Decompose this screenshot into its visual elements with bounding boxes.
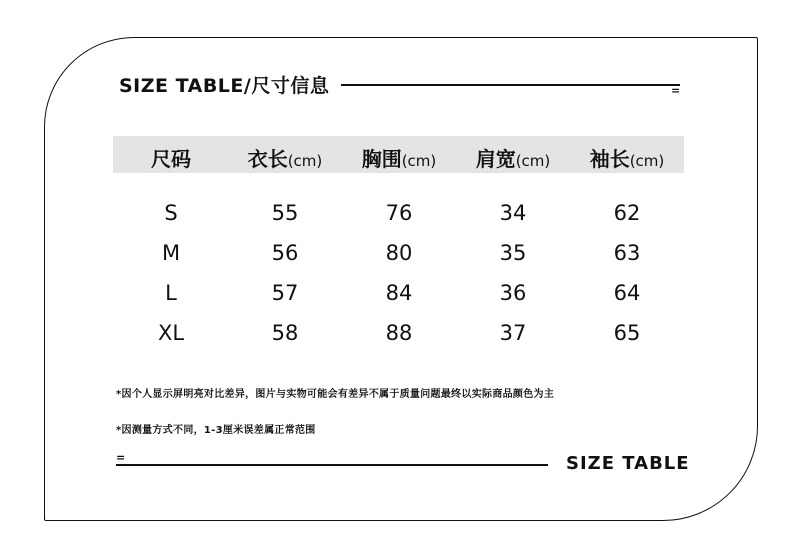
table-cell: 65 — [613, 321, 641, 345]
equals-mark: = — [671, 84, 681, 97]
header-sleeve — [570, 143, 684, 172]
table-cell: 37 — [499, 321, 527, 345]
table-cell: 35 — [499, 241, 527, 265]
header-length — [228, 143, 342, 172]
page-title: SIZE TABLE/尺寸信息 — [119, 75, 330, 97]
header-size — [114, 143, 228, 172]
measurement-note: *因测量方式不同，1-3厘米误差属正常范围 — [116, 425, 316, 436]
table-cell: XL — [157, 321, 185, 345]
header-label: 衣长 — [247, 147, 288, 171]
disclaimer-note: *因个人显示屏明亮对比差异，图片与实物可能会有差异不属于质量问题最终以实际商品颜色为主 — [116, 389, 555, 400]
table-cell: 56 — [271, 241, 299, 265]
table-cell: 63 — [613, 241, 641, 265]
table-cell: 55 — [271, 201, 299, 225]
table-cell: 34 — [499, 201, 527, 225]
table-cell: 76 — [385, 201, 413, 225]
header-unit: (cm) — [629, 152, 665, 170]
size-table-card — [44, 37, 758, 521]
table-cell: S — [164, 201, 178, 225]
title-rule — [341, 84, 680, 86]
table-cell: 80 — [385, 241, 413, 265]
header-label: 肩宽 — [475, 147, 516, 171]
footer-label: SIZE TABLE — [566, 453, 690, 474]
header-unit: (cm) — [287, 152, 323, 170]
table-cell: 58 — [271, 321, 299, 345]
table-cell: 62 — [613, 201, 641, 225]
table-cell: 88 — [385, 321, 413, 345]
header-label: 胸围 — [361, 147, 402, 171]
table-cell: L — [165, 281, 177, 305]
header-unit: (cm) — [401, 152, 437, 170]
table-cell: 84 — [385, 281, 413, 305]
table-cell: 64 — [613, 281, 641, 305]
table-cell: 57 — [271, 281, 299, 305]
table-cell: M — [161, 241, 181, 265]
header-label: 袖长 — [589, 147, 630, 171]
header-unit: (cm) — [515, 152, 551, 170]
footer-rule — [116, 464, 548, 466]
table-cell: 36 — [499, 281, 527, 305]
equals-mark: = — [116, 451, 126, 464]
header-label: 尺码 — [151, 147, 191, 171]
header-chest — [342, 143, 456, 172]
header-shoulder — [456, 143, 570, 172]
